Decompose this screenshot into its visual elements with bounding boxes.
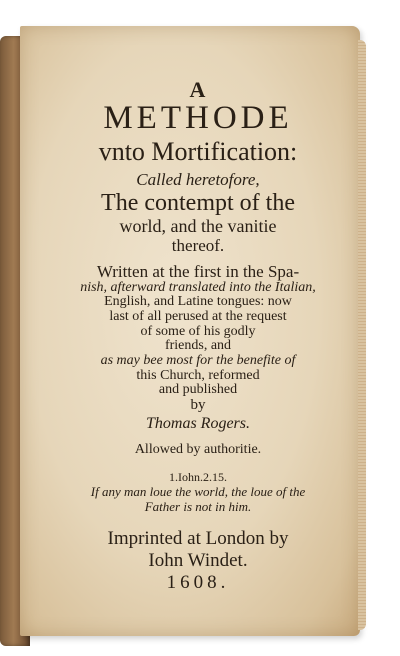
title-article: A [189,77,207,102]
title-contempt: The contempt of the [101,189,295,216]
description-line-7: as may bee most for the benefite of [100,353,296,369]
title-page [20,26,360,636]
imprint-line: Imprinted at London by [107,528,289,550]
title-main: METHODE [103,100,293,137]
description-line-8: this Church, reformed [136,367,260,383]
scripture-quote-line-2: Father is not in him. [144,498,252,514]
title-subtitle: vnto Mortification: [98,136,298,166]
license-note: Allowed by authoritie. [134,441,262,457]
title-world: world, and the vanitie [119,216,277,237]
publication-year: 1608. [166,572,230,594]
description-line-6: friends, and [164,338,232,354]
title-page-text [48,56,348,593]
by-line: by [190,397,206,414]
description-line-2: nish, afterward translated into the Italian, [80,279,316,295]
title-called: Called heretofore, [136,170,260,190]
description-line-9: and published [158,382,238,398]
description-line-3: English, and Latine tongues: now [104,294,292,310]
description-line-5: of some of his godly [140,323,256,339]
author-name: Thomas Rogers. [145,414,250,432]
page-edges [358,40,366,630]
description-line-1: Written at the first in the Spa- [96,261,300,281]
scripture-quote-line-1: If any man loue the world, the loue of the [90,483,306,499]
scripture-citation: 1.Iohn.2.15. [169,470,227,485]
printer-name: Iohn Windet. [148,550,248,572]
description-line-4: last of all perused at the request [109,309,287,325]
title-thereof: thereof. [171,235,225,255]
